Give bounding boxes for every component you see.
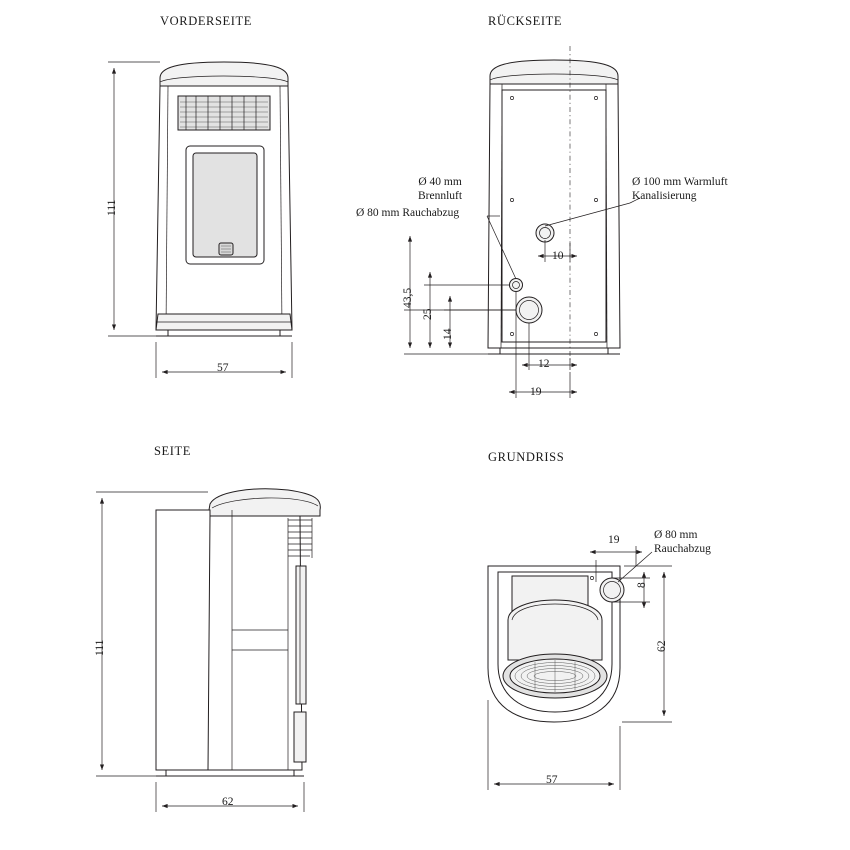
front-view-body bbox=[156, 62, 292, 336]
side-view-body bbox=[156, 489, 320, 776]
plan-callout-leader bbox=[618, 552, 652, 582]
callout-flue-outlet-rear: Ø 80 mm Rauchabzug bbox=[356, 207, 460, 219]
callout-combustion-air-line1: Ø 40 mm bbox=[418, 176, 462, 188]
dim-rear-flue-height: 43,5 bbox=[402, 287, 414, 308]
plan-view-body bbox=[488, 566, 624, 722]
view-title-rear: RÜCKSEITE bbox=[488, 14, 563, 28]
callout-combustion-air-line2: Brennluft bbox=[418, 190, 463, 203]
callout-combustion-air bbox=[418, 175, 462, 204]
view-title-plan: GRUNDRISS bbox=[488, 450, 565, 464]
dim-rear-air-inlet-height: 25 bbox=[422, 308, 434, 320]
callout-warm-air-duct-line1: Ø 100 mm Warmluft bbox=[632, 176, 728, 188]
callout-flue-outlet-plan-line2: Rauchabzug bbox=[654, 543, 711, 556]
rear-view-body bbox=[488, 46, 620, 360]
dim-rear-duct-offset: 10 bbox=[552, 250, 564, 262]
dim-plan-depth: 62 bbox=[656, 640, 668, 652]
callout-warm-air-duct bbox=[632, 175, 728, 204]
dim-side-height: 111 bbox=[94, 639, 106, 656]
view-title-side: SEITE bbox=[154, 444, 192, 458]
dim-plan-width: 57 bbox=[546, 774, 558, 786]
callout-flue-outlet-plan-line1: Ø 80 mm bbox=[654, 529, 698, 541]
dim-rear-lower-height: 14 bbox=[442, 328, 454, 340]
callout-warm-air-duct-line2: Kanalisierung bbox=[632, 190, 697, 203]
dim-front-height: 111 bbox=[106, 199, 118, 216]
dim-plan-flue-offset-y: 8 bbox=[636, 582, 648, 588]
dim-front-width: 57 bbox=[217, 362, 229, 374]
dim-side-depth: 62 bbox=[222, 796, 234, 808]
dim-plan-flue-offset-x: 19 bbox=[608, 534, 620, 546]
dim-rear-air-offset: 19 bbox=[530, 386, 542, 398]
view-title-front: VORDERSEITE bbox=[160, 14, 253, 28]
dim-rear-flue-offset: 12 bbox=[538, 358, 550, 370]
callout-flue-outlet-plan bbox=[654, 528, 711, 557]
